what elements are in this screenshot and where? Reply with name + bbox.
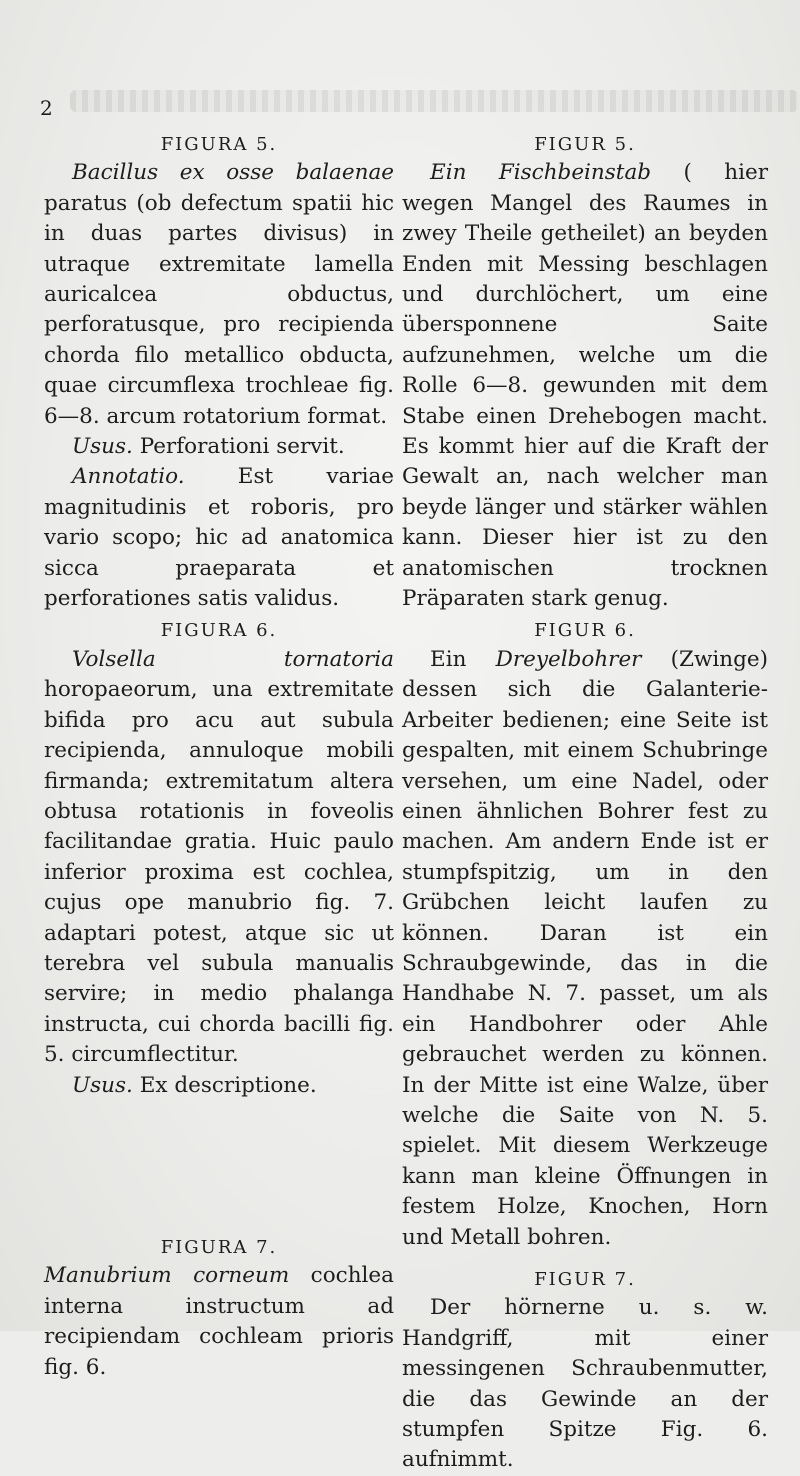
header-ornament [70, 90, 798, 112]
latin-fig5-usus-label: Usus. [72, 434, 133, 460]
latin-fig7-text: cochlea interna instructum ad recipiendam cochleam prioris fig. 6. [44, 1263, 394, 1380]
german-fig6-prefix: Ein [430, 646, 496, 672]
latin-fig6-heading: FIGURA 6. [160, 620, 278, 642]
german-column [402, 128, 768, 1476]
german-fig5-text: ( hier wegen Mangel des Raumes in zwey Theile getheilet) an beyden Enden mit Messing beschlagen und durchlöchert, um eine übersponnene Saite aufzunehmen, welche um die Rolle 6—8. gewunden mit dem Stabe einen Drehebogen macht. Es kommt hier auf die Kraft der Gewalt an, nach welcher man beyde länger und stärker wählen kann. Dieser hier ist zu den anatomischen trocknen Präparaten stark genug. [402, 160, 768, 612]
latin-fig5-annot-text: Est variae magnitudinis et roboris, pro vario scopo; hic ad anatomica sicca praeparata et perforationes satis validus. [44, 464, 394, 612]
latin-fig7-term: Manubrium corneum [44, 1263, 290, 1289]
latin-fig6-usus-text: Ex descriptione. [132, 1072, 317, 1098]
latin-fig5-heading: FIGURA 5. [160, 134, 278, 155]
latin-fig5-usus-text: Perforationi servit. [132, 434, 345, 460]
german-gap [402, 1253, 768, 1263]
page-number: 2 [40, 96, 53, 120]
german-fig6-description [402, 645, 768, 1253]
latin-fig5-description [44, 158, 394, 432]
latin-fig7-heading: FIGURA 7. [160, 1236, 278, 1258]
latin-fig7-description [44, 1261, 394, 1383]
latin-fig5-term: Bacillus ex osse balaenae [72, 160, 394, 186]
latin-fig6-description [44, 645, 394, 1071]
german-fig6-term: Dreyelbohrer [495, 646, 642, 672]
german-fig7-heading: FIGUR 7. [534, 1269, 636, 1290]
latin-fig5-annotatio [44, 462, 394, 614]
german-fig7-description: Der hörnerne u. s. w. Handgriff, mit einer messingenen Schraubenmutter, die das Gewinde an der stumpfen Spitze Fig. 6. aufnimmt. [402, 1295, 768, 1473]
latin-fig6-usus [44, 1071, 394, 1101]
latin-fig5-text: paratus (ob defectum spatii hic in duas partes divisus) in utraque extremitate lamella auricalcea obductus, perforatusque, pro recipienda chorda filo metallico obducta, quae circumflexa trochleae fig. 6—8. arcum rotatorium format. [44, 190, 394, 429]
latin-fig5-usus [44, 432, 394, 462]
latin-fig5-annot-label: Annotatio. [72, 464, 185, 490]
latin-column [44, 128, 394, 1383]
german-fig5-description [402, 158, 768, 614]
latin-fig6-usus-label: Usus. [72, 1072, 133, 1098]
german-fig6-text: (Zwinge) dessen sich die Galanterie-Arbeiter bedienen; eine Seite ist gespalten, mit einem Schubringe versehen, um eine Nadel, oder einen ähnlichen Bohrer fest zu machen. Am andern Ende ist er stumpfspitzig, um in den Grübchen leicht laufen zu können. Daran ist ein Schraubgewinde, das in die Handhabe N. 7. passet, um als ein Handbohrer oder Ahle gebrauchet werden zu können. In der Mitte ist eine Walze, über welche die Saite von N. 5. spielet. Mit diesem Werkzeuge kann man kleine Öffnungen in festem Holze, Knochen, Horn und Metall bohren. [402, 646, 768, 1250]
german-fig5-term: Ein Fischbeinstab [430, 160, 652, 186]
german-fig6-heading: FIGUR 6. [534, 620, 636, 642]
latin-fig6-term: Volsella tornatoria [72, 646, 394, 672]
latin-fig6-text: horopaeorum, una extremitate bifida pro acu aut subula recipienda, annuloque mobili firmanda; extremitatum altera obtusa rotationis in foveolis facilitandae gratia. Huic paulo inferior proxima est cochlea, cujus ope manubrio fig. 7. adaptari potest, atque sic ut terebra vel subula manualis servire; in medio phalanga instructa, cui chorda bacilli fig. 5. circumflectitur. [44, 677, 394, 1068]
latin-gap [44, 1101, 394, 1231]
german-fig5-heading: FIGUR 5. [534, 134, 636, 155]
